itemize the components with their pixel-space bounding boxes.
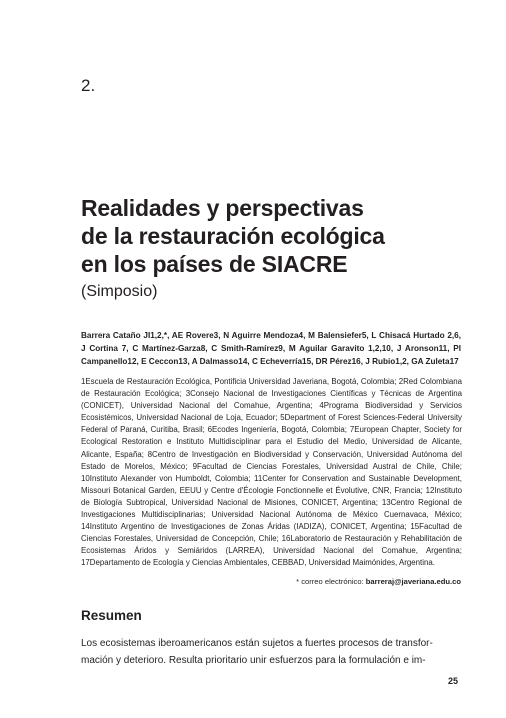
affiliations-list: 1Escuela de Restauración Ecológica, Pontificia Universidad Javeriana, Bogotá, Colombia; 2Red Colombiana de Restauración Ecológica; 3Consejo Nacional de Investigaciones Científicas y Técnicas de Argentina (CONICET), Universidad Nacional del Comahue, Argentina; 4Programa Biodiversidad y Servicios Ecosistémicos, Universidad Nacional de Loja, Ecuador; 5Department of Forest Sciences-Federal University Federal of Paraná, Curitiba, Brasil; 6Ecodes Ingeniería, Bogotá, Colombia; 7European Chapter, Society for Ecological Restoration e Instituto Multidisciplinar para el Estudio del Medio, Universidad de Alicante, Alicante, España; 8Centro de Investigación en Biodiversidad y Conservación, Universidad Autónoma del Estado de Morelos, México; 9Facultad de Ciencias Forestales, Universidad Austral de Chile, Chile; 10Instituto Alexander von Humboldt, Colombia; 11Center for Conservation and Sustainable Development, Missouri Botanical Garden, EEUU y Centre d'Écologie Fonctionnelle et Évolutive, CNR, Francia; 12Instituto de Biología Subtropical, Universidad Nacional de Misiones, CONICET, Argentina; 13Centro Regional de Investigaciones Multidisciplinarias; Universidad Nacional Autónoma de México Cuernavaca, México; 14Instituto Argentino de Investigaciones de Zonas Áridas (IADIZA), CONICET, Argentina; 15Facultad de Ciencias Forestales, Universidad de Concepción, Chile; 16Laboratorio de Restauración y Rehabilitación de Ecosistemas Áridos y Semiáridos (LARREA), Universidad Nacional del Comahue, Argentina; 17Departamento de Ecología y Ciencias Ambientales, CEBBAD, Universidad Maimónides, Argentina. — [81, 377, 462, 568]
title-line: de la restauración ecológica — [81, 223, 385, 249]
section-heading-resumen: Resumen — [81, 608, 142, 623]
chapter-title — [81, 194, 461, 278]
paragraph-line: Los ecosistemas iberoamericanos están sujetos a fuertes procesos de transfor- — [81, 638, 433, 649]
paragraph-line: mación y deterioro. Resulta prioritario unir esfuerzos para la formulación e im- — [81, 654, 426, 666]
chapter-subtitle: (Simposio) — [81, 283, 158, 300]
correspondence-label: * correo electrónico: — [296, 577, 366, 586]
correspondence-email: barreraj@javeriana.edu.co — [365, 577, 461, 586]
title-line: Realidades y perspectivas — [81, 195, 364, 221]
chapter-number: 2. — [81, 76, 96, 95]
resumen-paragraph — [81, 636, 462, 669]
title-line: en los países de SIACRE — [81, 251, 348, 277]
author-list: Barrera Cataño JI1,2,*, AE Rovere3, N Aguirre Mendoza4, M Balensiefer5, L Chisacá Hurtado 2,6, J Cortina 7, C Martínez-Garza8, C Smith-Ramírez9, M Aguilar Garavito 1,2,10, J Aronson11, PI Campanello12, E Ceccon13, A Dalmasso14, C Echeverría15, DR Pérez16, J Rubio1,2, GA Zuleta17 — [81, 331, 461, 366]
correspondence-note — [296, 576, 461, 587]
page-number: 25 — [447, 676, 458, 686]
